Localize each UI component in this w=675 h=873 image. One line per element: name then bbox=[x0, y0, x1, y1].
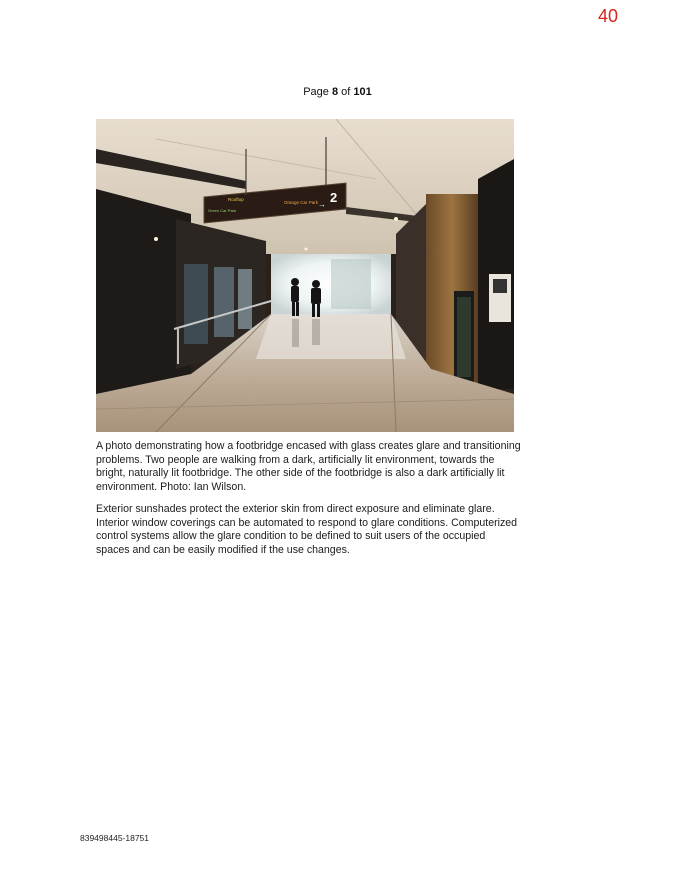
page-current: 8 bbox=[331, 86, 339, 98]
body-paragraph: Exterior sunshades protect the exterior skin from direct exposure and eliminate glare. Interior window coverings can be automated to respond to glare conditions. Computerized control systems allow the glare condition to be defined to suit users of the occupied spaces and can be easily modified if the use changes. bbox=[96, 503, 518, 556]
sign-number: 2 bbox=[330, 190, 338, 205]
photo-caption: A photo demonstrating how a footbridge encased with glass creates glare and transitioning problems. Two people are walking from a dark, artificially lit environment, towards the bright, naturally lit footbridge. The other side of the footbridge is also a dark artificially lit environment. Photo: Ian Wilson. bbox=[96, 440, 521, 493]
footbridge-photo-illustration bbox=[96, 119, 514, 432]
document-id: 839498445-18751 bbox=[80, 833, 150, 843]
page-total: 101 bbox=[353, 86, 372, 98]
footbridge-photo bbox=[96, 119, 514, 432]
page-separator: of bbox=[341, 86, 351, 98]
sign-left-label: Rooftop bbox=[228, 197, 244, 202]
page-prefix: Page bbox=[303, 86, 329, 98]
sign-arrow-icon: → bbox=[318, 200, 326, 209]
page-indicator bbox=[0, 86, 675, 98]
page-stamp: 40 bbox=[597, 6, 619, 26]
sign-left2-label: Green Car Park bbox=[208, 208, 237, 213]
sign-main-label: Orange Car Park bbox=[284, 200, 319, 205]
